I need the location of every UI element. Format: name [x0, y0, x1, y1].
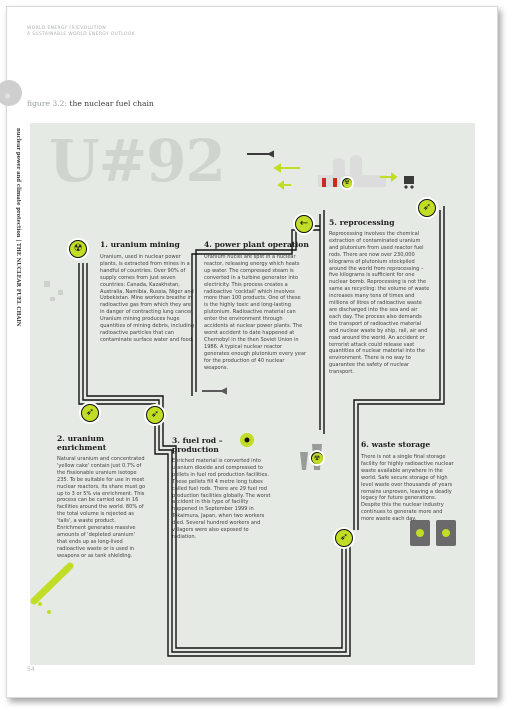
radiation-icon: ☢ [70, 241, 86, 257]
fuel-rod-heading: 3. fuel rod – production [172, 436, 223, 454]
radiation-icon: ☢ [344, 179, 350, 186]
figure-number: figure 3.2: [27, 99, 67, 108]
enrichment-heading: 2. uranium enrichment [57, 434, 107, 452]
power-plant-heading: 4. power plant operation [204, 240, 309, 249]
fuel-rod-circle [144, 404, 166, 426]
reprocessing-body: Reprocessing involves the chemical extraction of contaminated uranium and plutonium from used reactor fuel rods. There are now over 230,000 kilograms of plutonium stockpiled around the world from reprocessing – five kilograms is sufficient for one nuclear bomb. Reprocessing is not the same as recycling: the volume of waste increases many tens of times and millions of litres of radioactive waste are discharged into the sea and air each day. The process also demands the transport of radioactive material and nuclear waste by ship, rail, air and road around the world. An accident or terrorist attack could release vast quantities of nuclear material into the environment. There is no way to guarantee the safety of nuclear transport. [329, 231, 430, 376]
mining-body: Uranium, used in nuclear power plants, is extracted from mines in a handful of countries. Over 90% of supply comes from just seven countries: Canada, Kazakhstan, Australia, Namibia, Russia, Niger and Uzbekistan. Mine workers breathe in radioactive gas from which they are in danger of contracting lung cancer. Uranium mining produces huge quantities of mining debris, including radioactive particles that can contaminate surface water and food. [100, 254, 195, 343]
arrow-left-icon: ← [296, 216, 312, 232]
atom-icon: ⚛ [4, 92, 12, 101]
rocket-icon: ➶ [336, 530, 352, 546]
rocket-icon: ➶ [419, 200, 435, 216]
header-line-2: A SUSTAINABLE WORLD ENERGY OUTLOOK [27, 31, 135, 37]
power-plant-body: Uranium nuclei are split in a nuclear reactor, releasing energy which heats up water. The compressed steam is converted in a turbine generator into electricity. This process creates a radioactive 'cocktail' which involves more than 100 products. One of these is the highly toxic and long-lasting plutonium. Radioactive material can enter the environment through accidents at nuclear power plants. The worst accident to date happened at Chernobyl in the then Soviet Union in 1986. A typical nuclear reactor generates enough plutonium every year for the production of 40 nuclear weapons. [204, 254, 307, 371]
chapter-side-title: nuclear power and climate protection | THE NUCLEAR FUEL CHAIN [15, 128, 21, 327]
waste-heading: 6. waste storage [361, 440, 431, 449]
rocket-icon: ➶ [82, 405, 98, 421]
enrichment-circle [79, 402, 101, 424]
reactor-radiation-circle [309, 450, 325, 466]
reprocessing-circle [293, 213, 315, 235]
page-number: 54 [27, 666, 35, 673]
radiation-icon: ☢ [312, 453, 323, 464]
mining-heading: 1. uranium mining [100, 240, 180, 249]
header-line-1: WORLD ENERGY [R]EVOLUTION [27, 26, 107, 31]
fuel-rod-body: Enriched material is converted into uranium dioxide and compressed to pellets in fuel rod production facilities. These pellets fill 4 metre long tubes called fuel rods. There are 29 fuel rod production facilities globally. The worst accident in this type of facility happened in September 1999 in Tokaimura, Japan, when two workers died. Several hundred workers and villagers were also exposed to radiation. [172, 458, 271, 540]
mining-circle [67, 238, 89, 260]
waste-circle [333, 527, 355, 549]
uranium-label: U#92 [49, 127, 225, 195]
waste-body: There is not a single final storage facility for highly radioactive nuclear waste available anywhere in the world. Safe secure storage of high level waste over thousands of years remains unproven, leaving a deadly legacy for future generations. Despite this the nuclear industry continues to generate more and more waste each day. [361, 454, 454, 523]
reprocessing-right-circle [416, 197, 438, 219]
figure-title: the nuclear fuel chain [69, 99, 154, 108]
reprocessing-heading: 5. reprocessing [329, 218, 395, 227]
rocket-icon: ➶ [147, 407, 163, 423]
factory-radiation-circle [340, 176, 354, 190]
enrichment-body: Natural uranium and concentrated 'yellow cake' contain just 0.7% of the fissionable uranium isotope 235. To be suitable for use in most nuclear reactors, its share must go up to 3 or 5% via enrichment. This process can be carried out in 16 facilities around the world. 80% of the total volume is rejected as 'tails', a waste product. Enrichment generates massive amounts of 'depleted uranium' that ends up as long-lived radioactive waste or is used in weapons or as tank shielding. [57, 456, 146, 559]
